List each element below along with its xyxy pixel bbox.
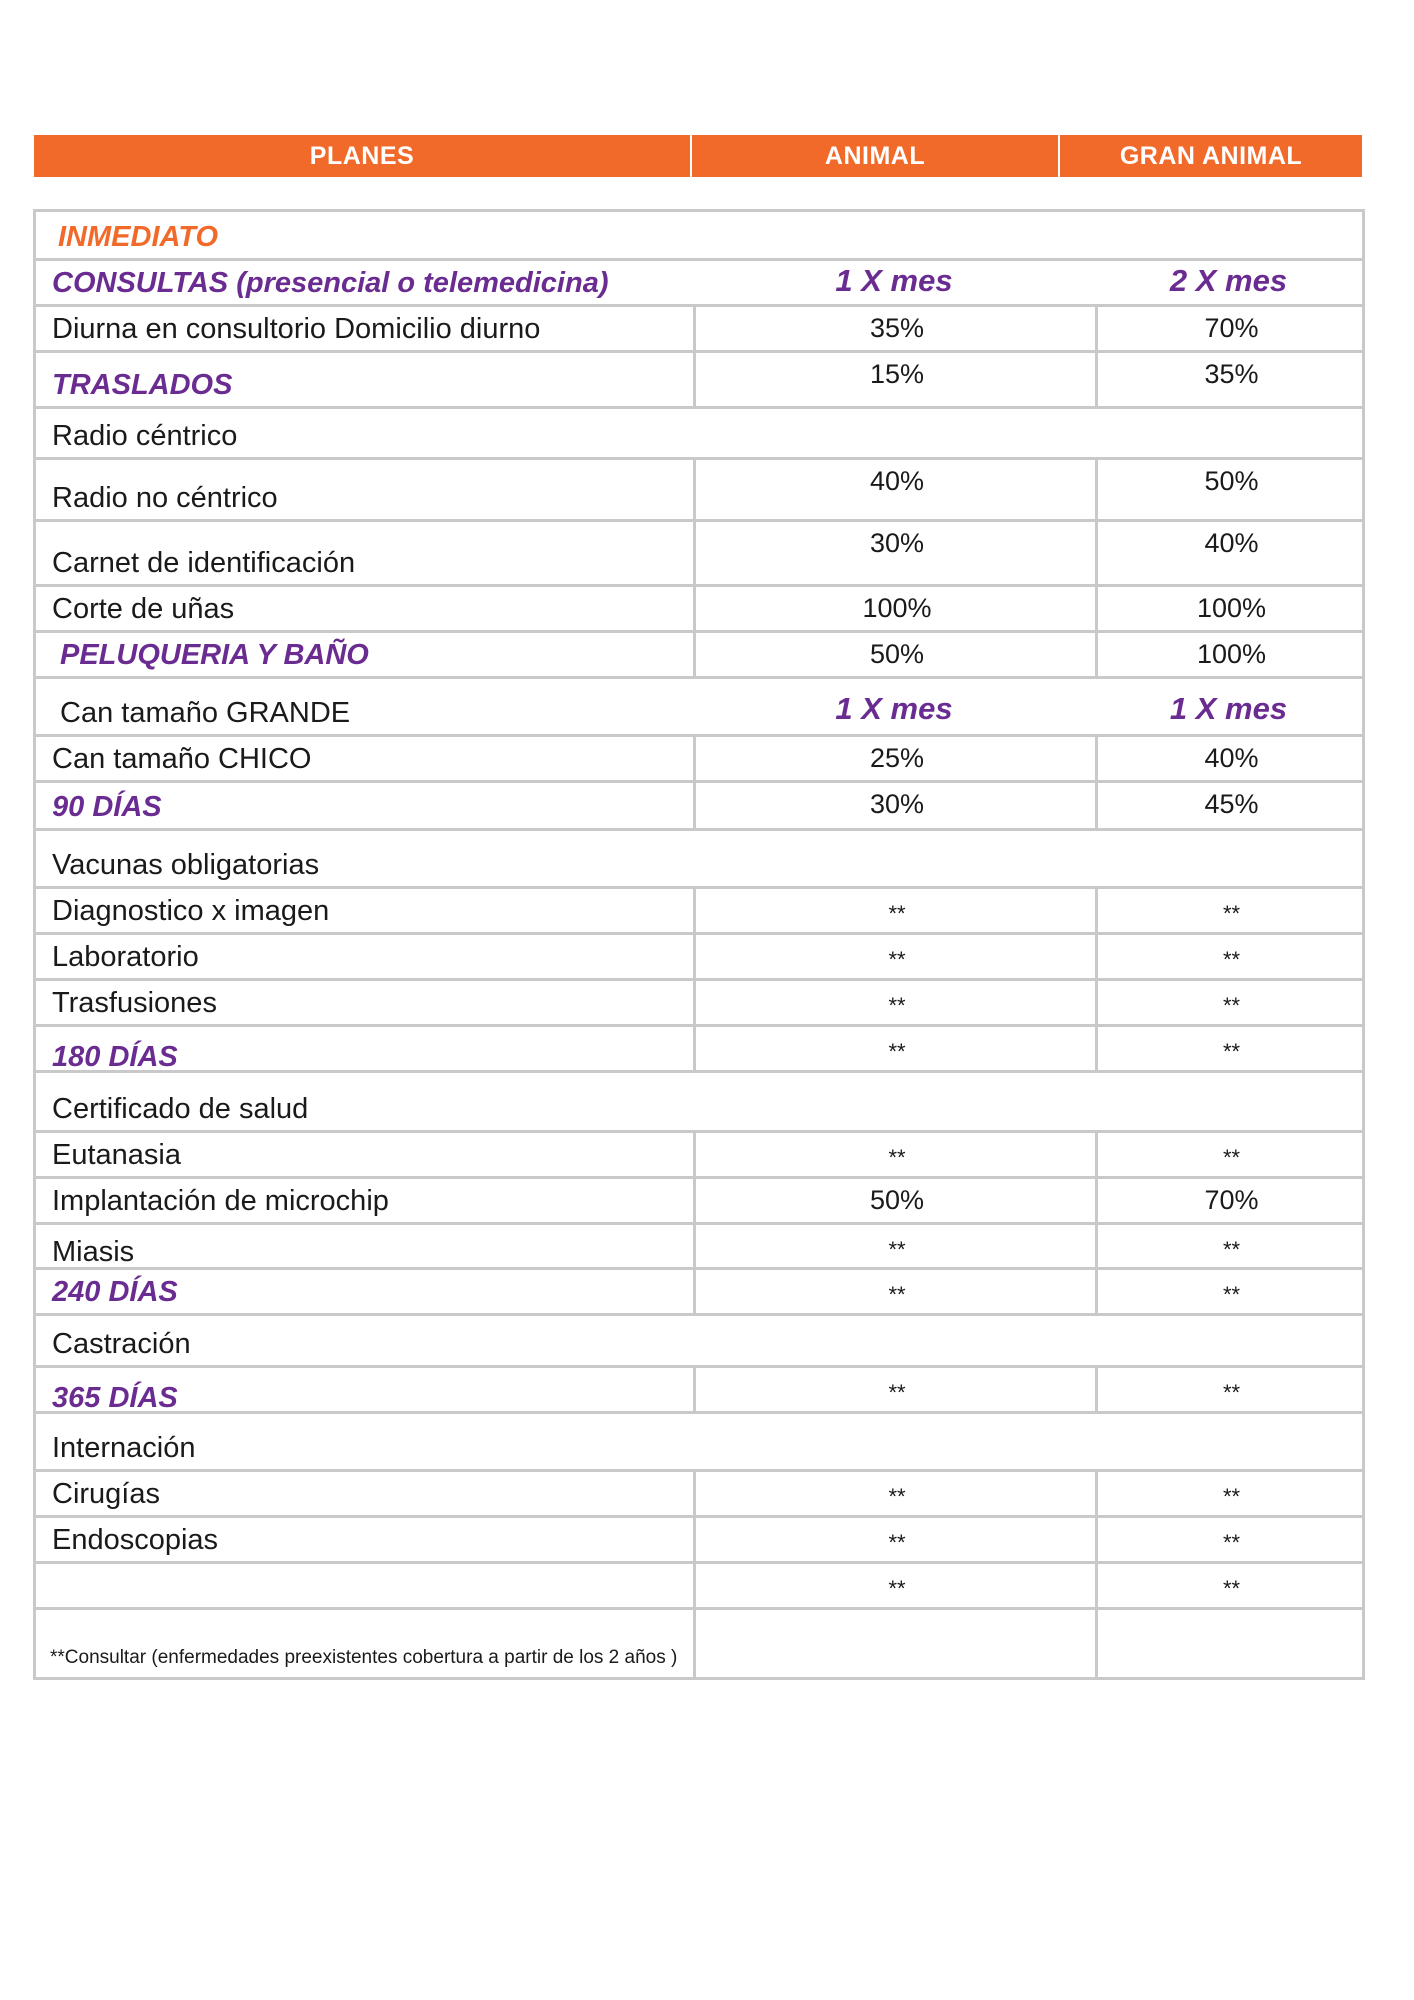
section-90-dias: 90 DÍAS (52, 791, 162, 823)
gran-animal-value: 40% (1095, 522, 1365, 584)
table-row (36, 258, 1362, 304)
gran-animal-value: ** (1095, 935, 1365, 978)
table-row (36, 1222, 1362, 1267)
gran-animal-value: ** (1095, 1368, 1365, 1411)
animal-value: 1 X mes (835, 691, 953, 726)
row-label: Diagnostico x imagen (52, 895, 330, 927)
row-label: Can tamaño GRANDE (60, 697, 351, 729)
section-240-dias: 240 DÍAS (52, 1276, 178, 1308)
table-row (36, 519, 1362, 584)
gran-animal-value: ** (1095, 981, 1365, 1024)
row-label: Cirugías (52, 1478, 160, 1510)
row-label: Vacunas obligatorias (52, 849, 320, 881)
footnote-row (36, 1607, 1362, 1677)
gran-animal-value: ** (1095, 889, 1365, 932)
table-row (36, 1515, 1362, 1561)
table-row (36, 828, 1362, 886)
table-row (36, 1313, 1362, 1365)
table-row (36, 630, 1362, 676)
gran-animal-value: ** (1095, 1518, 1365, 1561)
section-consultas: CONSULTAS (presencial o telemedicina) (52, 267, 609, 299)
row-label: Miasis (52, 1236, 135, 1268)
table-row (36, 1070, 1362, 1130)
row-label: Eutanasia (52, 1139, 181, 1171)
animal-value: 35% (693, 307, 1098, 350)
gran-animal-value: ** (1095, 1564, 1365, 1607)
section-peluqueria: PELUQUERIA Y BAÑO (60, 639, 369, 671)
gran-animal-value: 40% (1095, 737, 1365, 780)
animal-value: ** (693, 1368, 1098, 1411)
table-header (34, 135, 1362, 177)
gran-animal-value: 1 X mes (1169, 691, 1288, 726)
table-row (36, 584, 1362, 630)
table-row (36, 350, 1362, 406)
table-row (36, 1024, 1362, 1073)
table-row (36, 304, 1362, 350)
animal-value: 50% (693, 1179, 1098, 1222)
animal-value: 30% (693, 522, 1098, 584)
section-inmediato: INMEDIATO (58, 221, 219, 253)
gran-animal-value: 2 X mes (1169, 263, 1288, 298)
animal-value: 15% (693, 353, 1098, 406)
row-label: Can tamaño CHICO (52, 743, 312, 775)
header-animal: ANIMAL (824, 141, 926, 170)
gran-animal-value: ** (1095, 1225, 1365, 1267)
table-row (36, 886, 1362, 932)
gran-animal-value: 35% (1095, 353, 1365, 406)
table-row (36, 780, 1362, 828)
row-label: Radio céntrico (52, 420, 238, 452)
empty-cell (1095, 1610, 1365, 1677)
table-row (36, 932, 1362, 978)
row-label: Carnet de identificación (52, 547, 356, 579)
animal-value: ** (693, 1472, 1098, 1515)
row-label: Endoscopias (52, 1524, 219, 1556)
animal-value: ** (693, 981, 1098, 1024)
row-label: Castración (52, 1328, 191, 1360)
section-traslados: TRASLADOS (52, 369, 233, 401)
table-row (36, 406, 1362, 457)
animal-value: 50% (693, 633, 1098, 676)
animal-value: ** (693, 1564, 1098, 1607)
table-row (36, 1130, 1362, 1176)
animal-value: ** (693, 1518, 1098, 1561)
gran-animal-value: 45% (1095, 783, 1365, 828)
row-label: Radio no céntrico (52, 482, 278, 514)
row-label: Internación (52, 1432, 196, 1464)
row-label: Certificado de salud (52, 1093, 309, 1125)
header-planes: PLANES (309, 141, 415, 170)
table-row (36, 734, 1362, 780)
animal-value: 30% (693, 783, 1098, 828)
row-label: Diurna en consultorio Domicilio diurno (52, 313, 541, 345)
plans-table (33, 209, 1365, 1680)
animal-value: 1 X mes (835, 263, 953, 298)
row-label: Laboratorio (52, 941, 199, 973)
table-row (36, 457, 1362, 519)
gran-animal-value: ** (1095, 1472, 1365, 1515)
animal-value: ** (693, 1133, 1098, 1176)
animal-value: ** (693, 889, 1098, 932)
table-row (36, 1411, 1362, 1469)
section-365-dias: 365 DÍAS (52, 1382, 178, 1414)
row-label: Trasfusiones (52, 987, 217, 1019)
table-row (36, 1176, 1362, 1222)
table-row (36, 1365, 1362, 1414)
animal-value: ** (693, 935, 1098, 978)
footnote: **Consultar (enfermedades preexistentes cobertura a partir de los 2 años ) (50, 1647, 678, 1668)
table-row (36, 978, 1362, 1024)
animal-value: ** (693, 1225, 1098, 1267)
animal-value: ** (693, 1270, 1098, 1313)
gran-animal-value: ** (1095, 1270, 1365, 1313)
table-row (36, 1561, 1362, 1607)
table-row (36, 212, 1362, 258)
gran-animal-value: 50% (1095, 460, 1365, 519)
gran-animal-value: 100% (1095, 633, 1365, 676)
animal-value: 100% (693, 587, 1098, 630)
gran-animal-value: 70% (1095, 307, 1365, 350)
gran-animal-value: ** (1095, 1027, 1365, 1070)
table-row (36, 1469, 1362, 1515)
table-row (36, 676, 1362, 734)
animal-value: 25% (693, 737, 1098, 780)
row-label: Corte de uñas (52, 593, 235, 625)
row-label: Implantación de microchip (52, 1185, 389, 1217)
header-gran-animal: GRAN ANIMAL (1119, 141, 1303, 170)
table-row (36, 1267, 1362, 1313)
gran-animal-value: ** (1095, 1133, 1365, 1176)
gran-animal-value: 100% (1095, 587, 1365, 630)
animal-value: ** (693, 1027, 1098, 1070)
section-180-dias: 180 DÍAS (52, 1041, 178, 1073)
animal-value: 40% (693, 460, 1098, 519)
gran-animal-value: 70% (1095, 1179, 1365, 1222)
empty-cell (693, 1610, 1098, 1677)
